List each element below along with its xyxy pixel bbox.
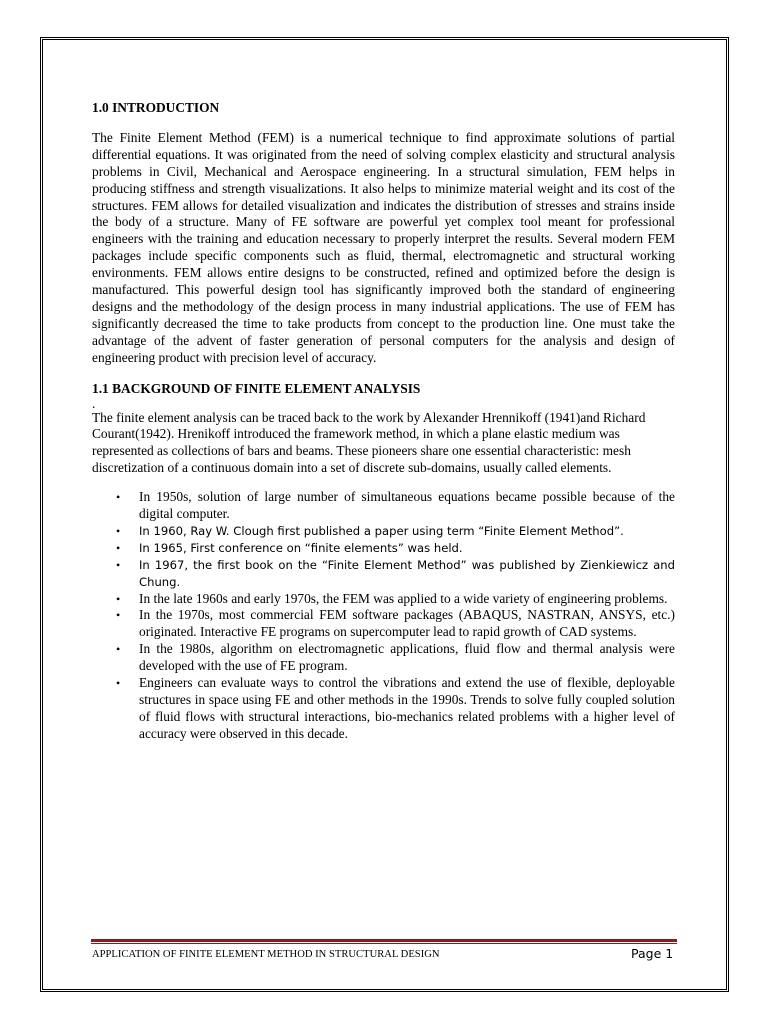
bullet-text: In 1967, the first book on the “Finite Element Method” was published by Zienkiewicz and Chung. xyxy=(139,557,675,589)
page-number: Page 1 xyxy=(631,946,674,961)
bullet-icon: • xyxy=(116,540,121,555)
bullet-icon: • xyxy=(116,591,121,606)
bullet-icon: • xyxy=(116,557,121,572)
bullet-item xyxy=(92,489,675,523)
bullet-text: In the 1970s, most commercial FEM software packages (ABAQUS, NASTRAN, ANSYS, etc.) originated. Interactive FE programs on supercomputer lead to rapid growth of CAD systems. xyxy=(139,607,675,640)
bullet-icon: • xyxy=(116,523,121,538)
page-content xyxy=(92,100,675,743)
history-bullet-list xyxy=(92,489,675,743)
bullet-item xyxy=(92,591,675,608)
bullet-item xyxy=(92,523,675,540)
footer-divider xyxy=(91,939,677,944)
background-paragraph: The finite element analysis can be traced back to the work by Alexander Hrennikoff (1941)and Richard Courant(1942). Hrenikoff introduced the framework method, in which a plane elastic medium was represented as collections of bars and beams. These pioneers share one essential characteristic: mesh discretization of a continuous domain into a set of discrete sub-domains, usually called elements. xyxy=(92,409,646,476)
stray-dot: . xyxy=(92,395,96,411)
bullet-item xyxy=(92,557,675,591)
bullet-text: In the late 1960s and early 1970s, the FEM was applied to a wide variety of engineering problems. xyxy=(139,590,668,606)
bullet-item xyxy=(92,540,675,557)
intro-paragraph: The Finite Element Method (FEM) is a numerical technique to find approximate solutions of partial differential equations. It was originated from the need of solving complex elasticity and structural analysis problems in Civil, Mechanical and Aerospace engineering. In a structural simulation, FEM helps in producing stiffness and strength visualizations. It also helps to minimize material weight and its cost of the structures. FEM allows for detailed visualization and indicates the distribution of stresses and strains inside the body of a structure. Many of FE software are powerful yet complex tool meant for professional engineers with the training and education necessary to properly interpret the results. Several modern FEM packages include specific components such as fluid, thermal, electromagnetic and structural working environments. FEM allows entire designs to be constructed, refined and optimized before the design is manufactured. This powerful design tool has significantly improved both the standard of engineering designs and the methodology of the design process in many industrial applications. The use of FEM has significantly decreased the time to take products from concept to the production line. One must take the advantage of the advent of faster generation of personal computers for the analysis and design of engineering product with precision level of accuracy. xyxy=(92,129,675,365)
bullet-icon: • xyxy=(116,608,121,623)
bullet-item xyxy=(92,607,675,641)
bullet-icon: • xyxy=(116,676,121,691)
bullet-text: Engineers can evaluate ways to control the vibrations and extend the use of flexible, deployable structures in space using FE and other methods in the 1990s. Trends to solve fully coupled solution of fluid flows with structural interactions, bio-mechanics related problems with a higher level of accuracy were observed in this decade. xyxy=(139,675,675,741)
footer-title: APPLICATION OF FINITE ELEMENT METHOD IN STRUCTURAL DESIGN xyxy=(92,949,440,960)
heading-introduction: 1.0 INTRODUCTION xyxy=(92,100,220,115)
bullet-text: In 1960, Ray W. Clough first published a paper using term “Finite Element Method”. xyxy=(139,523,624,538)
bullet-icon: • xyxy=(116,490,121,505)
bullet-text: In 1950s, solution of large number of simultaneous equations became possible because of the digital computer. xyxy=(139,489,675,522)
bullet-icon: • xyxy=(116,642,121,657)
bullet-item xyxy=(92,675,675,743)
heading-background: 1.1 BACKGROUND OF FINITE ELEMENT ANALYSIS xyxy=(92,380,421,396)
bullet-item xyxy=(92,641,675,675)
bullet-text: In 1965, First conference on “finite elements” was held. xyxy=(139,540,463,555)
bullet-text: In the 1980s, algorithm on electromagnetic applications, fluid flow and thermal analysis were developed with the use of FE program. xyxy=(139,641,675,674)
